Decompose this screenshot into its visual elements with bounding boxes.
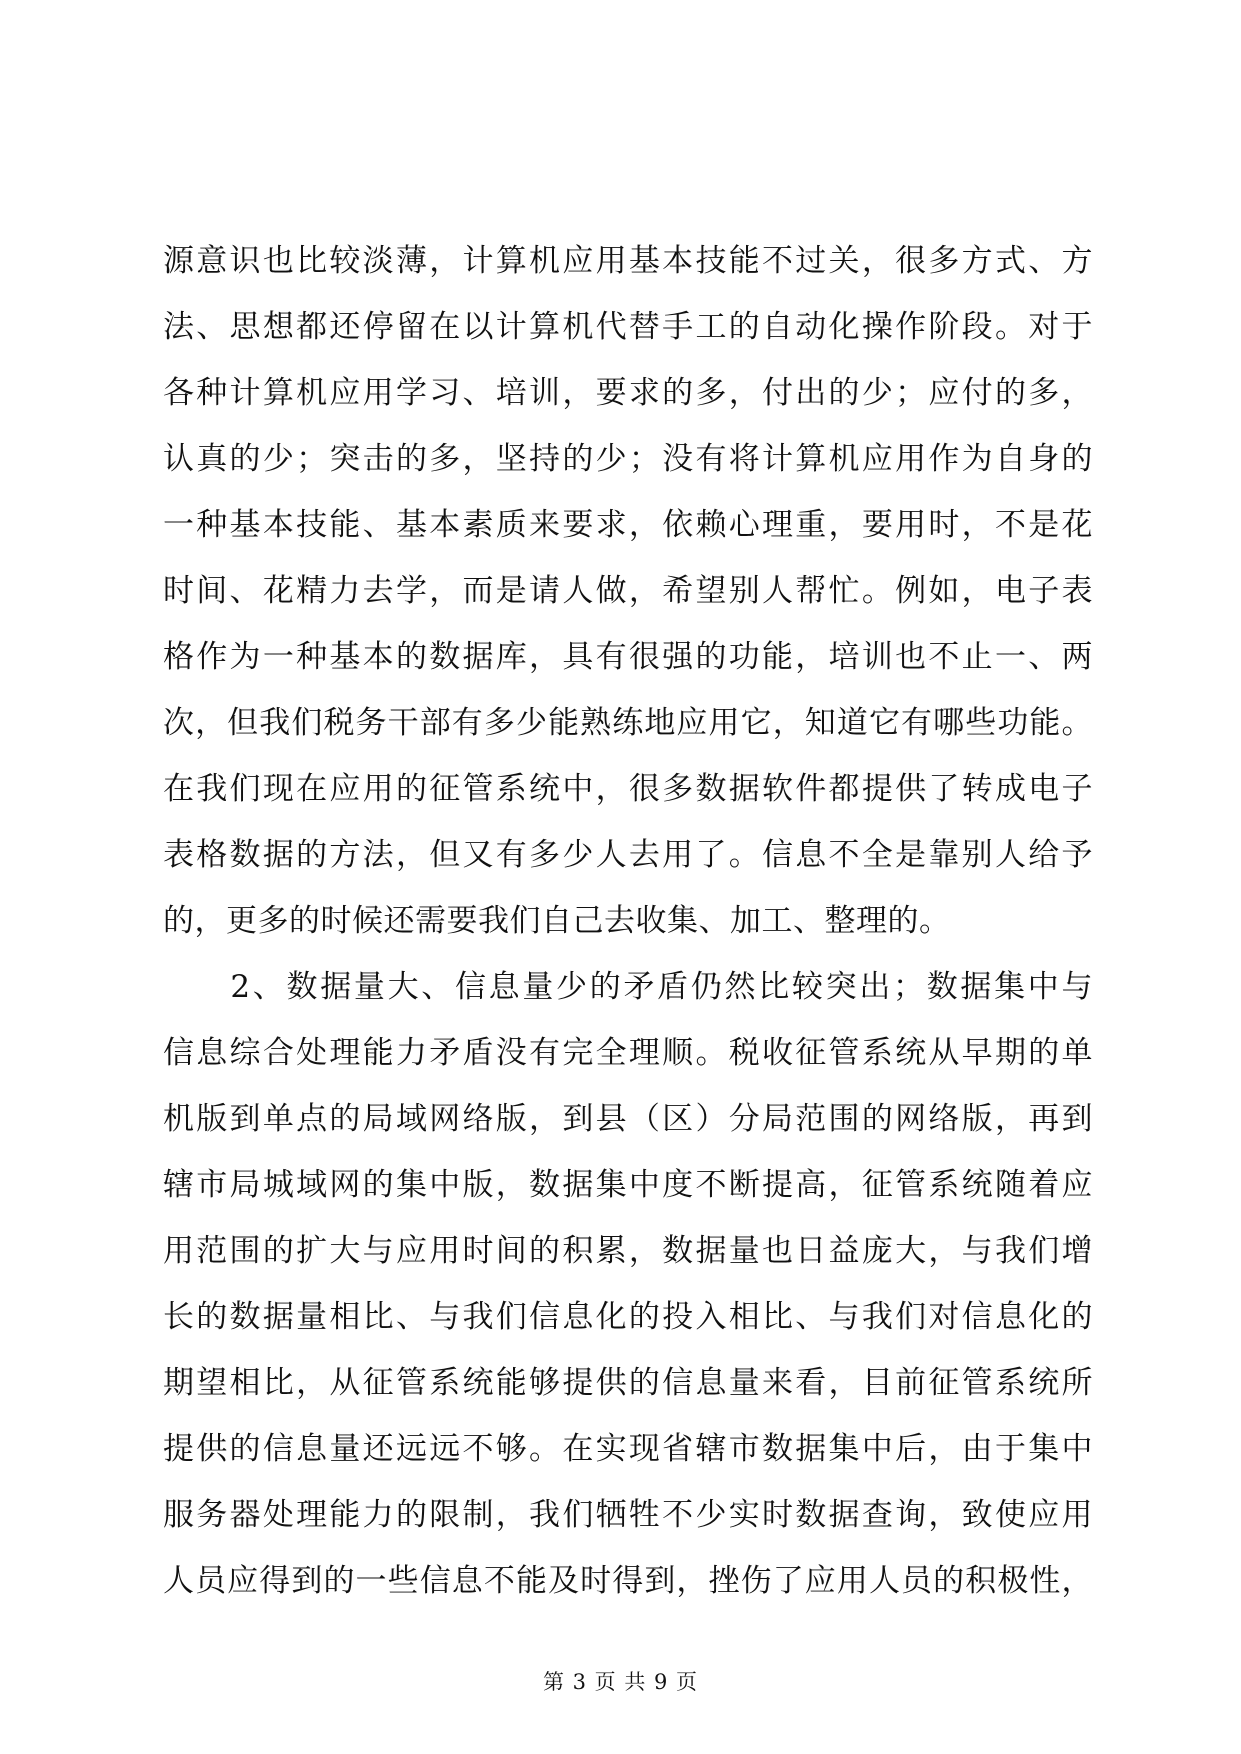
text-line: 2、数据量大、信息量少的矛盾仍然比较突出；数据集中与 <box>163 969 1093 1005</box>
text-line: 长的数据量相比、与我们信息化的投入相比、与我们对信息化的 <box>163 1299 1093 1335</box>
text-line: 用范围的扩大与应用时间的积累，数据量也日益庞大，与我们增 <box>163 1233 1093 1269</box>
text-line: 认真的少；突击的多，坚持的少；没有将计算机应用作为自身的 <box>163 441 1093 477</box>
text-line: 次，但我们税务干部有多少能熟练地应用它，知道它有哪些功能。 <box>163 705 1093 741</box>
text-line: 信息综合处理能力矛盾没有完全理顺。税收征管系统从早期的单 <box>163 1035 1093 1071</box>
text-line: 辖市局城域网的集中版，数据集中度不断提高，征管系统随着应 <box>163 1167 1093 1203</box>
text-line: 时间、花精力去学，而是请人做，希望别人帮忙。例如，电子表 <box>163 573 1093 609</box>
text-line: 各种计算机应用学习、培训，要求的多，付出的少；应付的多， <box>163 375 1093 411</box>
page-footer: 第 3 页 共 9 页 <box>542 1670 699 1694</box>
text-line: 在我们现在应用的征管系统中，很多数据软件都提供了转成电子 <box>163 771 1093 807</box>
text-line: 源意识也比较淡薄，计算机应用基本技能不过关，很多方式、方 <box>163 243 1093 279</box>
text-line: 期望相比，从征管系统能够提供的信息量来看，目前征管系统所 <box>163 1365 1093 1401</box>
text-line: 法、思想都还停留在以计算机代替手工的自动化操作阶段。对于 <box>163 309 1093 345</box>
body-text <box>163 228 1093 1614</box>
text-line: 一种基本技能、基本素质来要求，依赖心理重，要用时，不是花 <box>163 507 1093 543</box>
text-line: 的，更多的时候还需要我们自己去收集、加工、整理的。 <box>163 903 951 939</box>
text-line: 提供的信息量还远远不够。在实现省辖市数据集中后，由于集中 <box>163 1431 1093 1467</box>
text-line: 人员应得到的一些信息不能及时得到，挫伤了应用人员的积极性， <box>163 1563 1093 1599</box>
text-line: 服务器处理能力的限制，我们牺牲不少实时数据查询，致使应用 <box>163 1497 1093 1533</box>
text-line: 格作为一种基本的数据库，具有很强的功能，培训也不止一、两 <box>163 639 1093 675</box>
text-line: 表格数据的方法，但又有多少人去用了。信息不全是靠别人给予 <box>163 837 1093 873</box>
text-line: 机版到单点的局域网络版，到县（区）分局范围的网络版，再到 <box>163 1101 1093 1137</box>
